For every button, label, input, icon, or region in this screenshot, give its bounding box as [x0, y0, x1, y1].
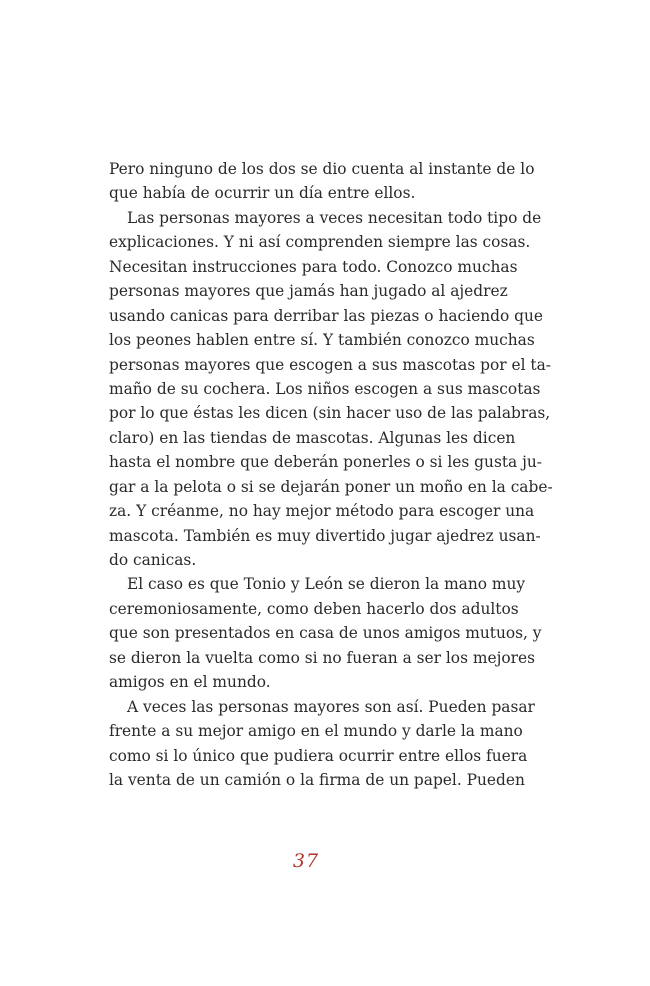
text-line: que había de ocurrir un día entre ellos.	[109, 184, 416, 203]
text-line: ceremoniosamente, como deben hacerlo dos adultos	[109, 599, 519, 618]
text-line: frente a su mejor amigo en el mundo y darle la mano	[109, 722, 523, 741]
text-line: do canicas.	[109, 551, 197, 569]
text-line: personas mayores que escogen a sus mascotas por el ta-	[109, 355, 551, 374]
body-text	[109, 157, 553, 792]
text-line: Necesitan instrucciones para todo. Conozco muchas	[109, 257, 518, 276]
text-line: como si lo único que pudiera ocurrir entre ellos fuera	[109, 746, 528, 765]
text-line: hasta el nombre que deberán ponerles o si les gusta ju-	[109, 453, 542, 472]
page-number: 37	[292, 850, 320, 872]
text-line: maño de su cochera. Los niños escogen a sus mascotas	[109, 379, 541, 398]
text-line: que son presentados en casa de unos amigos mutuos, y	[109, 624, 542, 643]
text-line: amigos en el mundo.	[109, 673, 271, 692]
text-line: Las personas mayores a veces necesitan todo tipo de	[127, 208, 542, 227]
text-line: explicaciones. Y ni así comprenden siempre las cosas.	[109, 233, 531, 252]
text-line: El caso es que Tonio y León se dieron la mano muy	[127, 575, 526, 594]
text-line: por lo que éstas les dicen (sin hacer uso de las palabras,	[109, 404, 551, 423]
text-line: se dieron la vuelta como si no fueran a ser los mejores	[109, 648, 535, 667]
text-line: claro) en las tiendas de mascotas. Algunas les dicen	[109, 428, 516, 447]
text-line: Pero ninguno de los dos se dio cuenta al instante de lo	[109, 160, 535, 178]
text-line: mascota. También es muy divertido jugar ajedrez usan-	[109, 526, 541, 545]
text-line: za. Y créanme, no hay mejor método para escoger una	[109, 502, 535, 521]
text-line: la venta de un camión o la firma de un papel. Pueden	[109, 770, 525, 789]
text-line: A veces las personas mayores son así. Pueden pasar	[127, 697, 535, 716]
text-line: usando canicas para derribar las piezas o haciendo que	[109, 306, 543, 325]
text-line: gar a la pelota o si se dejarán poner un moño en la cabe-	[109, 477, 553, 496]
text-line: los peones hablen entre sí. Y también conozco muchas	[109, 331, 535, 350]
text-line: personas mayores que jamás han jugado al ajedrez	[109, 282, 508, 301]
